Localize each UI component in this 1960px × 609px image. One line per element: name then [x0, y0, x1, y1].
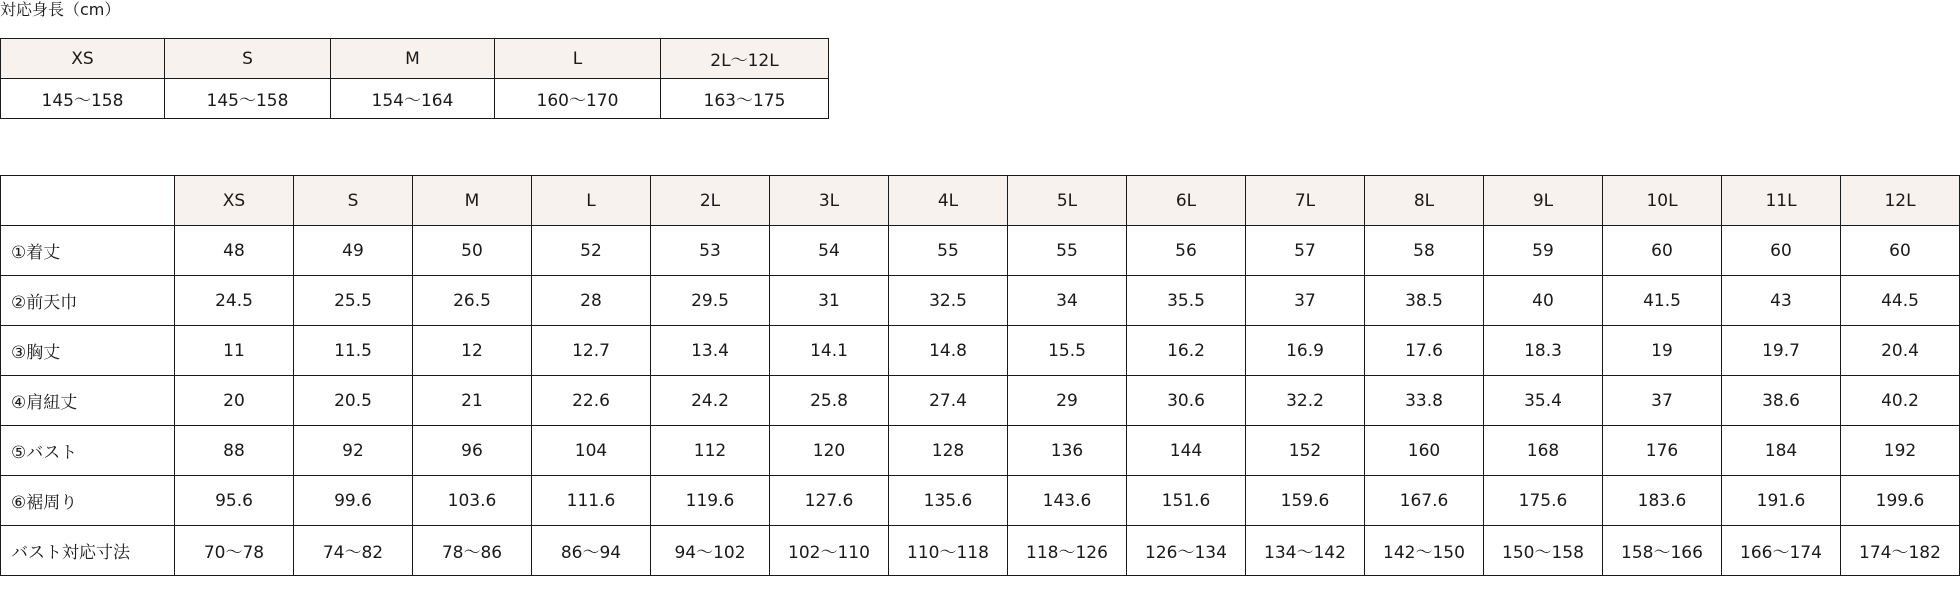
table-row: [1, 326, 1960, 376]
measurements-cell: 16.9: [1246, 326, 1365, 376]
table-row: [1, 39, 829, 79]
measurements-table-corner-cell: [1, 176, 175, 226]
measurements-cell: 55: [889, 226, 1008, 276]
measurements-row-label: ③胸丈: [1, 326, 175, 376]
measurements-cell: 35.5: [1127, 276, 1246, 326]
measurements-cell: 199.6: [1841, 476, 1960, 526]
measurements-cell: 13.4: [651, 326, 770, 376]
measurements-cell: 88: [175, 426, 294, 476]
measurements-cell: 30.6: [1127, 376, 1246, 426]
measurements-cell: 35.4: [1484, 376, 1603, 426]
measurements-cell: 142～150: [1365, 526, 1484, 576]
measurements-cell: 20.4: [1841, 326, 1960, 376]
measurements-cell: 104: [532, 426, 651, 476]
measurements-table-header-cell: 8L: [1365, 176, 1484, 226]
measurements-cell: 43: [1722, 276, 1841, 326]
measurements-cell: 12: [413, 326, 532, 376]
measurements-cell: 143.6: [1008, 476, 1127, 526]
measurements-cell: 50: [413, 226, 532, 276]
measurements-cell: 128: [889, 426, 1008, 476]
measurements-cell: 37: [1246, 276, 1365, 326]
measurements-table-header-cell: L: [532, 176, 651, 226]
measurements-cell: 18.3: [1484, 326, 1603, 376]
measurements-cell: 167.6: [1365, 476, 1484, 526]
height-table-cell: 160～170: [495, 79, 661, 119]
measurements-table-header-cell: 7L: [1246, 176, 1365, 226]
measurements-table-header-cell: 9L: [1484, 176, 1603, 226]
measurements-cell: 28: [532, 276, 651, 326]
measurements-cell: 11: [175, 326, 294, 376]
measurements-cell: 22.6: [532, 376, 651, 426]
measurements-table-header-cell: 11L: [1722, 176, 1841, 226]
measurements-table: [0, 175, 1960, 576]
measurements-cell: 126～134: [1127, 526, 1246, 576]
measurements-cell: 120: [770, 426, 889, 476]
measurements-cell: 40: [1484, 276, 1603, 326]
measurements-cell: 74～82: [294, 526, 413, 576]
measurements-cell: 11.5: [294, 326, 413, 376]
measurements-table-header-cell: S: [294, 176, 413, 226]
measurements-cell: 102～110: [770, 526, 889, 576]
measurements-table-header-cell: 3L: [770, 176, 889, 226]
measurements-cell: 27.4: [889, 376, 1008, 426]
measurements-cell: 49: [294, 226, 413, 276]
measurements-cell: 96: [413, 426, 532, 476]
measurements-cell: 56: [1127, 226, 1246, 276]
measurements-cell: 119.6: [651, 476, 770, 526]
height-table-header-cell: XS: [1, 39, 165, 79]
measurements-cell: 70～78: [175, 526, 294, 576]
measurements-cell: 54: [770, 226, 889, 276]
measurements-cell: 94～102: [651, 526, 770, 576]
measurements-cell: 29.5: [651, 276, 770, 326]
measurements-cell: 25.5: [294, 276, 413, 326]
measurements-cell: 159.6: [1246, 476, 1365, 526]
measurements-cell: 110～118: [889, 526, 1008, 576]
measurements-cell: 19.7: [1722, 326, 1841, 376]
measurements-cell: 34: [1008, 276, 1127, 326]
measurements-table-header-cell: XS: [175, 176, 294, 226]
measurements-cell: 150～158: [1484, 526, 1603, 576]
measurements-cell: 184: [1722, 426, 1841, 476]
measurements-cell: 58: [1365, 226, 1484, 276]
measurements-cell: 134～142: [1246, 526, 1365, 576]
height-table-cell: 145～158: [1, 79, 165, 119]
table-row: [1, 526, 1960, 576]
measurements-cell: 135.6: [889, 476, 1008, 526]
measurements-cell: 60: [1603, 226, 1722, 276]
measurements-row-label: ②前天巾: [1, 276, 175, 326]
measurements-cell: 52: [532, 226, 651, 276]
measurements-cell: 158～166: [1603, 526, 1722, 576]
measurements-cell: 57: [1246, 226, 1365, 276]
measurements-cell: 152: [1246, 426, 1365, 476]
measurements-cell: 17.6: [1365, 326, 1484, 376]
measurements-row-label: ④肩紐丈: [1, 376, 175, 426]
measurements-table-header-cell: 10L: [1603, 176, 1722, 226]
height-table-cell: 163～175: [661, 79, 829, 119]
page-title: 対応身長（cm）: [0, 0, 121, 19]
measurements-cell: 25.8: [770, 376, 889, 426]
measurements-cell: 14.1: [770, 326, 889, 376]
measurements-cell: 127.6: [770, 476, 889, 526]
height-table-header-cell: M: [331, 39, 495, 79]
measurements-cell: 160: [1365, 426, 1484, 476]
measurements-cell: 44.5: [1841, 276, 1960, 326]
measurements-cell: 24.5: [175, 276, 294, 326]
measurements-cell: 111.6: [532, 476, 651, 526]
height-table-header-cell: L: [495, 39, 661, 79]
measurements-cell: 118～126: [1008, 526, 1127, 576]
measurements-cell: 175.6: [1484, 476, 1603, 526]
measurements-cell: 14.8: [889, 326, 1008, 376]
measurements-cell: 53: [651, 226, 770, 276]
table-row: [1, 276, 1960, 326]
measurements-cell: 86～94: [532, 526, 651, 576]
height-range-table: [0, 38, 829, 119]
measurements-table-header-cell: 12L: [1841, 176, 1960, 226]
measurements-cell: 20: [175, 376, 294, 426]
height-table-header-cell: 2L～12L: [661, 39, 829, 79]
measurements-table-header-cell: M: [413, 176, 532, 226]
height-table-header-cell: S: [165, 39, 331, 79]
table-row: [1, 426, 1960, 476]
measurements-row-label: ⑥裾周り: [1, 476, 175, 526]
measurements-cell: 12.7: [532, 326, 651, 376]
measurements-cell: 103.6: [413, 476, 532, 526]
measurements-cell: 24.2: [651, 376, 770, 426]
measurements-table-header-cell: 5L: [1008, 176, 1127, 226]
measurements-cell: 59: [1484, 226, 1603, 276]
measurements-cell: 40.2: [1841, 376, 1960, 426]
measurements-table-header-cell: 6L: [1127, 176, 1246, 226]
measurements-cell: 191.6: [1722, 476, 1841, 526]
measurements-cell: 95.6: [175, 476, 294, 526]
table-row: [1, 176, 1960, 226]
measurements-cell: 21: [413, 376, 532, 426]
measurements-cell: 33.8: [1365, 376, 1484, 426]
measurements-cell: 38.5: [1365, 276, 1484, 326]
measurements-cell: 192: [1841, 426, 1960, 476]
measurements-cell: 37: [1603, 376, 1722, 426]
table-row: [1, 79, 829, 119]
measurements-cell: 78～86: [413, 526, 532, 576]
measurements-cell: 99.6: [294, 476, 413, 526]
measurements-cell: 136: [1008, 426, 1127, 476]
measurements-cell: 174～182: [1841, 526, 1960, 576]
measurements-cell: 29: [1008, 376, 1127, 426]
measurements-cell: 32.2: [1246, 376, 1365, 426]
measurements-row-label: ①着丈: [1, 226, 175, 276]
table-row: [1, 376, 1960, 426]
table-row: [1, 226, 1960, 276]
measurements-cell: 183.6: [1603, 476, 1722, 526]
measurements-cell: 19: [1603, 326, 1722, 376]
measurements-cell: 151.6: [1127, 476, 1246, 526]
measurements-cell: 166～174: [1722, 526, 1841, 576]
measurements-cell: 60: [1722, 226, 1841, 276]
height-table-cell: 145～158: [165, 79, 331, 119]
measurements-cell: 92: [294, 426, 413, 476]
measurements-cell: 41.5: [1603, 276, 1722, 326]
measurements-cell: 112: [651, 426, 770, 476]
measurements-table-header-cell: 4L: [889, 176, 1008, 226]
measurements-cell: 144: [1127, 426, 1246, 476]
measurements-cell: 31: [770, 276, 889, 326]
measurements-cell: 15.5: [1008, 326, 1127, 376]
height-table-cell: 154～164: [331, 79, 495, 119]
measurements-cell: 168: [1484, 426, 1603, 476]
measurements-row-label: バスト対応寸法: [1, 526, 175, 576]
measurements-cell: 48: [175, 226, 294, 276]
table-row: [1, 476, 1960, 526]
measurements-row-label: ⑤バスト: [1, 426, 175, 476]
measurements-table-header-cell: 2L: [651, 176, 770, 226]
measurements-cell: 26.5: [413, 276, 532, 326]
measurements-cell: 16.2: [1127, 326, 1246, 376]
measurements-cell: 176: [1603, 426, 1722, 476]
measurements-cell: 38.6: [1722, 376, 1841, 426]
measurements-cell: 32.5: [889, 276, 1008, 326]
measurements-cell: 60: [1841, 226, 1960, 276]
measurements-cell: 55: [1008, 226, 1127, 276]
measurements-cell: 20.5: [294, 376, 413, 426]
